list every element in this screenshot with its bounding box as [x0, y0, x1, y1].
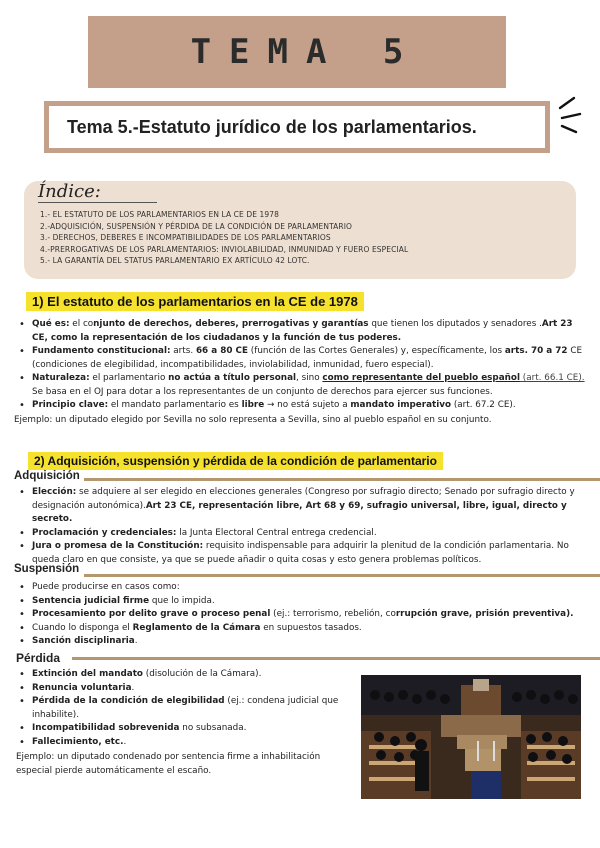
section-1-list — [16, 318, 586, 413]
list-item: • Puede producirse en casos como: — [16, 581, 591, 595]
subtitle-frame — [44, 101, 550, 153]
section-1-heading: 1) El estatuto de los parlamentarios en la CE de 1978 — [26, 292, 364, 311]
perdida-heading: Pérdida — [16, 651, 61, 665]
page-title: TEMA 5 — [190, 32, 422, 72]
list-item: • Proclamación y credenciales: la Junta Electoral Central entrega credencial. — [16, 527, 586, 541]
page-subtitle: Tema 5.-Estatuto jurídico de los parlamentarios. — [49, 106, 545, 148]
adquisicion-list — [16, 486, 586, 567]
index-item: 1.- EL ESTATUTO DE LOS PARLAMENTARIOS EN LA CE DE 1978 — [40, 210, 280, 219]
divider — [84, 574, 600, 577]
index-box — [24, 181, 576, 279]
list-item: • Cuando lo disponga el Reglamento de la Cámara en supuestos tasados. — [16, 622, 591, 636]
list-item: • Fallecimiento, etc.. — [16, 736, 356, 750]
list-item: • Fundamento constitucional: arts. 66 a 80 CE (función de las Cortes Generales) y, específicamente, los arts. 70 a 72 CE (condiciones de elegibilidad, incompatibilidades, inviolabilidad, inmunidad, fuero especial). — [16, 345, 586, 372]
list-item: • Incompatibilidad sobrevenida no subsanada. — [16, 722, 356, 736]
index-item: 4.-PRERROGATIVAS DE LOS PARLAMENTARIOS: INVIOLABILIDAD, INMUNIDAD Y FUERO ESPECIAL — [40, 244, 409, 254]
index-item: 5.- LA GARANTÍA DEL STATUS PARLAMENTARIO EX ARTÍCULO 42 LOTC. — [40, 256, 310, 266]
list-item: • Sentencia judicial firme que lo impida. — [16, 595, 591, 609]
index-title: Índice: — [38, 181, 157, 203]
list-item: • Renuncia voluntaria. — [16, 682, 356, 696]
adquisicion-heading: Adquisición — [14, 470, 80, 482]
list-item: • Jura o promesa de la Constitución: requisito indispensable para adquirir la plenitud de la condición parlamentaria. No queda claro en que consiste, ya que se puede añadir o quita cosas y esto genera problemas políticos. — [16, 540, 586, 567]
list-item: • Qué es: el conjunto de derechos, deberes, prerrogativas y garantías que tienen los diputados y senadores .Art 23 CE, como la representación de los ciudadanos y la función de tus poderes. — [16, 318, 586, 345]
divider — [84, 478, 600, 481]
index-item: 2.-ADQUISICIÓN, SUSPENSIÓN Y PÉRDIDA DE LA CONDICIÓN DE PARLAMENTARIO — [40, 221, 353, 231]
list-item: • Elección: se adquiere al ser elegido en elecciones generales (Congreso por sufragio directo; Senado por sufragio directo y designación autonómica).Art 23 CE, representación libre, Art 68 y 69, sufragio universal, libre, igual, directo y secreto. — [16, 486, 586, 527]
parliament-scene-image — [361, 675, 581, 799]
suspension-list — [16, 581, 591, 649]
list-item: • Principio clave: el mandato parlamentario es libre → no está sujeto a mandato imperativo (art. 67.2 CE). — [16, 399, 586, 413]
section-2-heading: 2) Adquisición, suspensión y pérdida de la condición de parlamentario — [28, 452, 443, 470]
index-item: 3.- DERECHOS, DEBERES E INCOMPATIBILIDADES DE LOS PARLAMENTARIOS — [40, 233, 331, 243]
article-link[interactable]: (art. 66.1 CE). — [519, 373, 585, 383]
list-item: • Naturaleza: el parlamentario no actúa a título personal, sino como representante del pueblo español (art. 66.1 CE). Se basa en el OJ para dotar a los representantes de un conjunto de derechos para ejercer sus funciones. — [16, 372, 586, 399]
section-1-example: Ejemplo: un diputado elegido por Sevilla no solo representa a Sevilla, sino al pueblo español en su conjunto. — [14, 415, 492, 425]
perdida-list — [16, 668, 356, 749]
accent-lines-icon — [556, 96, 584, 136]
title-banner — [88, 16, 506, 88]
list-item: • Extinción del mandato (disolución de la Cámara). — [16, 668, 356, 682]
list-item: • Sanción disciplinaria. — [16, 635, 591, 649]
divider — [72, 657, 600, 660]
list-item: • Procesamiento por delito grave o proceso penal (ej.: terrorismo, rebelión, corrupción grave, prisión preventiva). — [16, 608, 591, 622]
suspension-heading: Suspensión — [14, 563, 80, 575]
index-list — [40, 209, 408, 267]
list-item: • Pérdida de la condición de elegibilidad (ej.: condena judicial que inhabilite). — [16, 695, 356, 722]
perdida-example: Ejemplo: un diputado condenado por sentencia firme a inhabilitación especial pierde automáticamente el escaño. — [16, 752, 321, 776]
parliament-photo — [361, 675, 581, 799]
